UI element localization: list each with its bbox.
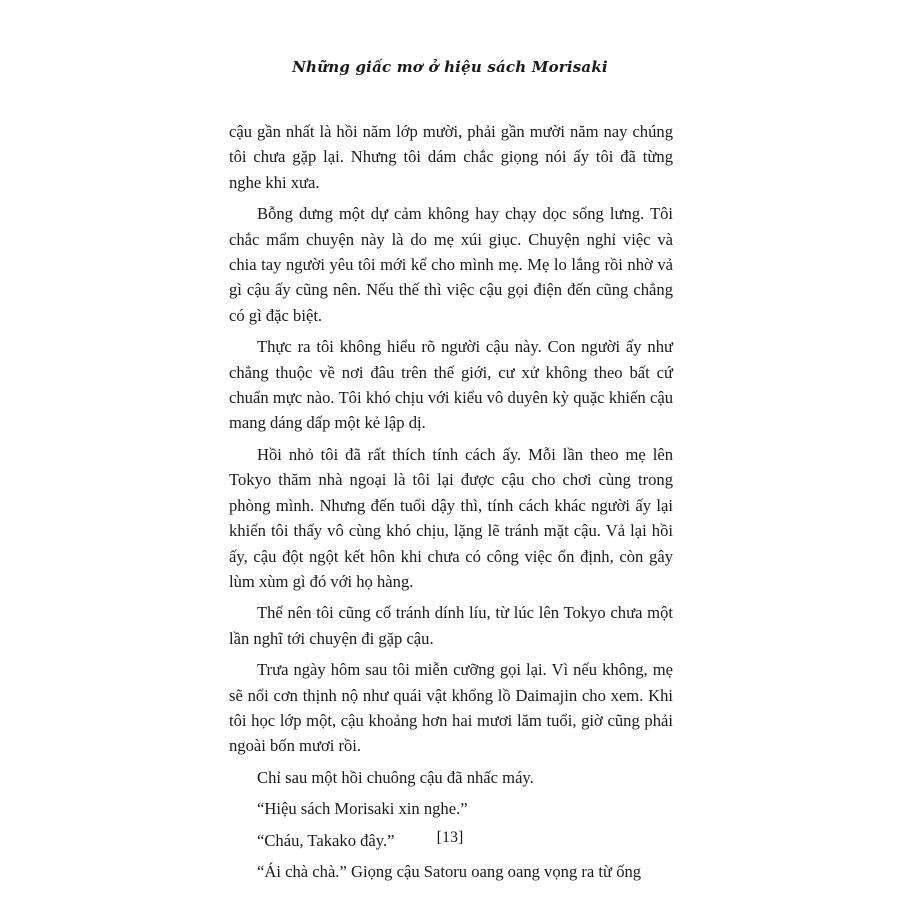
paragraph: Thế nên tôi cũng cố tránh dính líu, từ lúc lên Tokyo chưa một lần nghĩ tới chuyện đi gặp cậu.: [229, 603, 673, 648]
dialogue-line: “Cháu, Takako đây.”: [257, 830, 395, 850]
paragraph: cậu gần nhất là hồi năm lớp mười, phải gần mười năm nay chúng tôi chưa gặp lại. Nhưng tôi dám chắc giọng nói ấy tôi đã từng nghe khi xưa.: [229, 122, 673, 192]
paragraph: Bỗng dưng một dự cảm không hay chạy dọc sống lưng. Tôi chắc mẩm chuyện này là do mẹ xúi giục. Chuyện nghỉ việc và chia tay người yêu tôi mới kể cho mình mẹ. Mẹ lo lắng rồi nhờ vả gì cậu ấy cũng nên. Nếu thế thì việc cậu gọi điện đến cũng chẳng có gì đặc biệt.: [229, 204, 673, 325]
paragraph: Trưa ngày hôm sau tôi miễn cưỡng gọi lại. Vì nếu không, mẹ sẽ nổi cơn thịnh nộ như quái vật khổng lồ Daimajin cho xem. Khi tôi học lớp một, cậu khoảng hơn hai mươi lăm tuổi, giờ cũng phải ngoài bốn mươi rồi.: [229, 660, 673, 756]
page-number: [13]: [436, 829, 464, 846]
dialogue-line: “Hiệu sách Morisaki xin nghe.”: [257, 799, 468, 819]
body-text: [229, 119, 673, 890]
paragraph: Thực ra tôi không hiểu rõ người cậu này. Con người ấy như chẳng thuộc về nơi đâu trên thế giới, cư xử không theo bất cứ chuẩn mực nào. Tôi khó chịu với kiểu vô duyên kỳ quặc khiến cậu mang dáng dấp một kẻ lập dị.: [229, 337, 673, 433]
paragraph: Hồi nhỏ tôi đã rất thích tính cách ấy. Mỗi lần theo mẹ lên Tokyo thăm nhà ngoại là tôi lại được cậu cho chơi cùng trong phòng mình. Nhưng đến tuổi dậy thì, tính cách khác người ấy lại khiến tôi thấy vô cùng khó chịu, lặng lẽ tránh mặt cậu. Vả lại hồi ấy, cậu đột ngột kết hôn khi chưa có công việc ổn định, còn gây lùm xùm gì đó với họ hàng.: [229, 444, 673, 591]
dialogue-line: “Ái chà chà.” Giọng cậu Satoru oang oang vọng ra từ ống: [257, 861, 642, 881]
running-header: Những giấc mơ ở hiệu sách Morisaki: [292, 58, 608, 76]
paragraph: Chỉ sau một hồi chuông cậu đã nhấc máy.: [257, 767, 534, 787]
